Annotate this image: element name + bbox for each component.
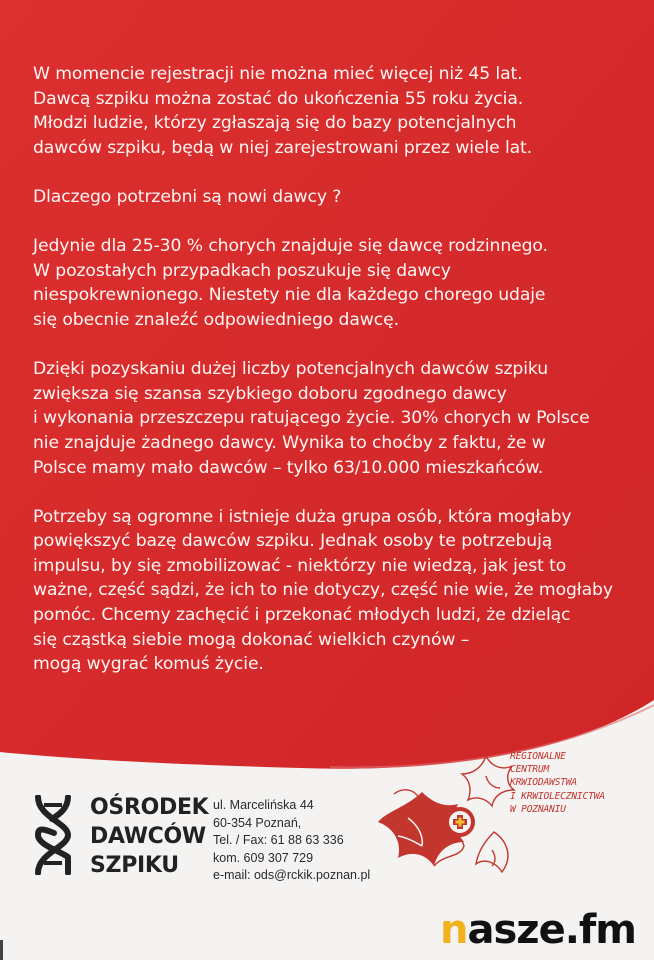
scan-edge-mark (0, 940, 3, 960)
leaflet-text (33, 62, 633, 701)
partner-name-line: I KRWIOLECZNICTWA (510, 790, 605, 802)
watermark-text: asze.fm (467, 907, 636, 953)
paragraph-question: Dlaczego potrzebni są nowi dawcy ? (33, 186, 342, 207)
paragraph-call-to-action: Potrzeby są ogromne i istnieje duża grupa osób, która mogłaby powiększyć bazę dawców szpiku. Jednak osoby te potrzebują impulsu, by się zmobilizować - niektórzy nie wiedzą, jak jest to ważne, część sądzi, że ich to nie dotyczy, część nie wie, że mogłaby pomóc. Chcemy zachęcić i przekonać młodych ludzi, że dzieląc się cząstką siebie mogą dokonać wielkich czynów – mogą wygrać komuś życie. (33, 506, 613, 675)
paragraph-family-donor: Jedynie dla 25-30 % chorych znajduje się dawcę rodzinnego. W pozostałych przypadkach poszukuje się dawcy niespokrewnionego. Niestety nie dla każdego chorego udaje się obecnie znaleźć odpowiedniego dawcę. (33, 236, 548, 330)
partner-name-line: REGIONALNE (510, 751, 566, 762)
contact-details (213, 797, 393, 885)
paragraph-age-limits: W momencie rejestracji nie można mieć więcej niż 45 lat. Dawcą szpiku można zostać do ukończenia 55 roku życia. Młodzi ludzie, którzy zgłaszają się do bazy potencjalnych dawców szpiku, będą w niej zarejestrowani przez wiele lat. (33, 64, 533, 158)
contact-mobile: kom. 609 307 729 (213, 850, 314, 865)
flower-cross-icon (374, 746, 524, 896)
contact-city: 60-354 Poznań, (213, 815, 302, 830)
paragraph-donor-statistics: Dzięki pozyskaniu dużej liczby potencjalnych dawców szpiku zwiększa się szansa szybkiego doboru zgodnego dawcy i wykonania przeszczepu ratującego życie. 30% chorych w Polsce nie znajduje żadnego dawcy. Wynika to choćby z faktu, że w Polsce mamy mało dawców – tylko 63/10.000 mieszkańców. (33, 359, 590, 478)
partner-name-line: KRWIODAWSTWA (510, 777, 577, 789)
partner-name-line: W POZNANIU (510, 803, 566, 815)
contact-email[interactable]: e-mail: ods@rckik.poznan.pl (213, 868, 371, 883)
organization-name (90, 793, 210, 880)
organization-name-line: SZPIKU (90, 853, 179, 878)
contact-phone-fax: Tel. / Fax: 61 88 63 336 (213, 833, 344, 848)
watermark-accent-letter: n (440, 907, 468, 953)
organization-name-line: DAWCÓW (90, 824, 206, 849)
partner-name (510, 750, 650, 816)
contact-street: ul. Marcelińska 44 (213, 798, 314, 812)
partner-name-line: CENTRUM (510, 764, 550, 776)
dna-helix-icon (30, 795, 76, 875)
nasze-fm-watermark (440, 905, 636, 955)
organization-name-line: OŚRODEK (90, 795, 209, 820)
